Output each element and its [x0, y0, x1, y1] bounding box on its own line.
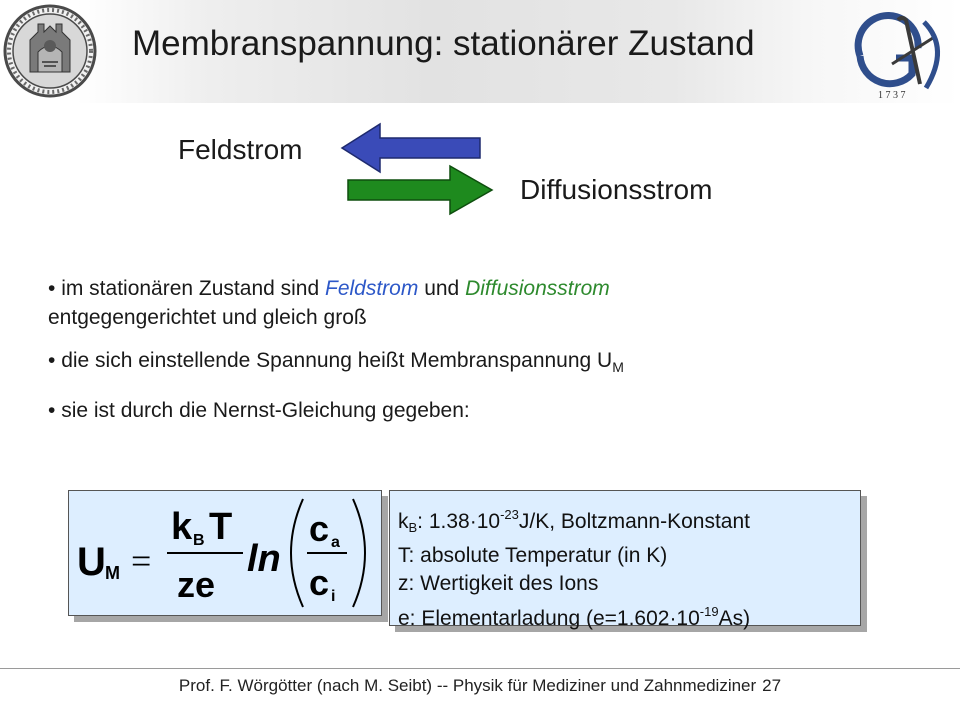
- diffusionsstrom-label: Diffusionsstrom: [520, 174, 713, 205]
- nernst-equation: [69, 491, 381, 615]
- bullet-1-mid: und: [418, 277, 466, 300]
- diffusionsstrom-arrow-icon: [346, 164, 496, 216]
- bullet-1-prefix: im stationären Zustand sind: [61, 277, 325, 300]
- ca-subscript: a: [331, 534, 340, 551]
- def-e-value: e: Elementarladung (e=1.602·10: [398, 607, 700, 630]
- def-e-unit: As): [718, 607, 751, 630]
- def-kb-value: : 1.38·10: [417, 510, 501, 533]
- footer-divider: [0, 668, 960, 669]
- definitions-box: [389, 490, 861, 630]
- bullet-1: • im stationären Zustand sind Feldstrom und Diffusionsstrom entgegengerichtet und gleich groß: [48, 277, 610, 329]
- bullet-2-subscript: M: [612, 359, 624, 375]
- lhs-subscript: M: [105, 563, 120, 583]
- numerator-T: T: [209, 506, 233, 548]
- nernst-formula-box: [68, 490, 382, 616]
- definitions-list: [398, 501, 750, 633]
- page-number: 27: [762, 676, 782, 695]
- definition-e: [398, 598, 750, 633]
- bullet-2-text: die sich einstellende Spannung heißt Membranspannung U: [61, 349, 613, 372]
- lhs-symbol: U: [77, 540, 106, 584]
- bullet-3-text: sie ist durch die Nernst-Gleichung gegeben:: [61, 399, 470, 422]
- feldstrom-term: Feldstrom: [325, 277, 419, 300]
- bullet-3: • sie ist durch die Nernst-Gleichung gegeben:: [48, 399, 470, 422]
- def-kb-symbol: k: [398, 510, 409, 533]
- university-logo-icon: [840, 8, 955, 103]
- definition-T: T: absolute Temperatur (in K): [398, 544, 668, 567]
- bullet-1-suffix: entgegengerichtet und gleich groß: [48, 306, 367, 329]
- bullet-2: • die sich einstellende Spannung heißt Membranspannung $U_M$: [48, 349, 624, 375]
- ln-function: ln: [247, 538, 281, 580]
- ci-symbol: c: [309, 562, 330, 603]
- def-kb-subscript: B: [408, 520, 418, 535]
- bullet-list: [48, 274, 928, 439]
- university-seal-icon: [2, 2, 98, 100]
- definition-kb: [398, 501, 750, 542]
- ca-symbol: c: [309, 508, 330, 549]
- diffusionsstrom-term: Diffusionsstrom: [465, 277, 610, 300]
- feldstrom-label: Feldstrom: [178, 134, 303, 165]
- numerator-k-subscript: B: [193, 532, 205, 549]
- left-paren: [291, 499, 303, 607]
- right-paren: [353, 499, 365, 607]
- denominator: ze: [177, 564, 216, 605]
- def-kb-exponent: -23: [500, 507, 519, 522]
- equals-sign: =: [131, 541, 152, 581]
- numerator-k: k: [171, 506, 193, 548]
- slide-title: Membranspannung: stationärer Zustand: [132, 24, 755, 63]
- ci-subscript: i: [331, 588, 336, 605]
- footer-text: Prof. F. Wörgötter (nach M. Seibt) -- Physik für Mediziner und Zahnmediziner: [178, 676, 757, 695]
- footer: [0, 676, 960, 696]
- def-kb-description: J/K, Boltzmann-Konstant: [518, 510, 750, 533]
- logo-year: 1 7 3 7: [878, 90, 906, 101]
- definition-z: z: Wertigkeit des Ions: [398, 572, 599, 595]
- def-e-exponent: -19: [699, 604, 719, 619]
